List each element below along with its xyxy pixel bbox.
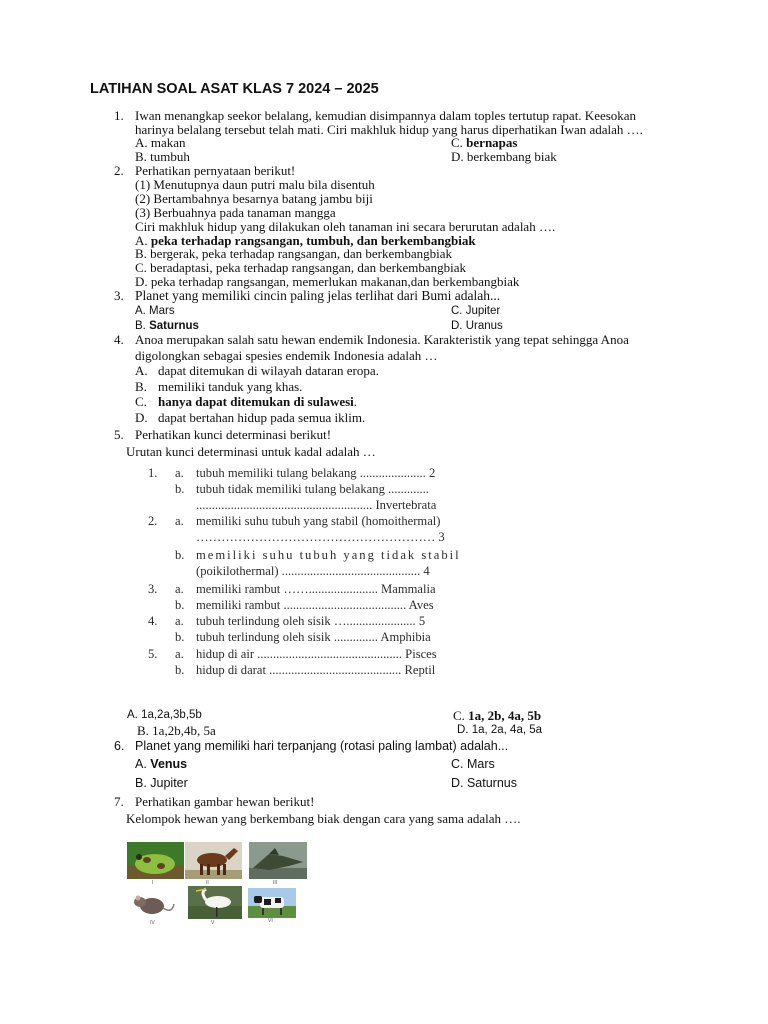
- q2-option-c: C. beradaptasi, peka terhadap rangsangan, dan berkembangbiak: [135, 260, 467, 275]
- q4-option-c: hanya dapat ditemukan di sulawesi.: [158, 394, 358, 409]
- q5-answer: 1a, 2b, 4a, 5b: [468, 708, 542, 723]
- q7-stem: Perhatikan gambar hewan berikut!: [135, 794, 315, 809]
- determination-key-image: 1. a. tubuh memiliki tulang belakang ..................... 2 b. tubuh tidak memiliki tulang belakang ............. ........................................................ Invertebrata 2. a. memiliki suhu tubuh yang stabil (homoithermal) ………………………………………………… 3 b. memiliki suhu tubuh yang tidak stabil (poikilothermal) ............................................ 4 3. a. memiliki rambut ……...................... Mammalia b. memiliki rambut ....................................... Aves 4. a. tubuh terlindung oleh sisik …...................... 5 b. tubuh terlindung oleh sisik .............. Amphibia 5. a. hidup di air .............................................. Pisces b. hidup di darat .......................................... Reptil: [148, 466, 461, 677]
- q2-stem: Perhatikan pernyataan berikut!: [135, 163, 296, 178]
- key-3a: memiliki rambut ……...................... Mammalia: [196, 582, 436, 596]
- q5-option-c: C. 1a, 2b, 4a, 5b: [453, 708, 542, 723]
- key-step-5: 5.: [148, 647, 158, 661]
- q4-option-d-label: D.: [135, 410, 148, 425]
- page-title: LATIHAN SOAL ASAT KLAS 7 2024 – 2025: [90, 81, 379, 97]
- q3-option-a: A. Mars: [135, 305, 175, 317]
- key-step-3: 3.: [148, 582, 158, 596]
- q1-option-d: D. berkembang biak: [451, 149, 557, 164]
- q6-option-d: D. Saturnus: [451, 776, 518, 790]
- key-1b-cont: ........................................................ Invertebrata: [196, 498, 437, 512]
- key-1a: tubuh memiliki tulang belakang ..................... 2: [196, 466, 436, 480]
- horse-photo: [185, 842, 242, 879]
- key-step-1: 1.: [148, 466, 158, 480]
- q5-option-d: D. 1a, 2a, 4a, 5a: [457, 724, 543, 736]
- q4-option-a: dapat ditemukan di wilayah dataran eropa.: [158, 363, 379, 378]
- q2-question: Ciri makhluk hidup yang dilakukan oleh tanaman ini secara berurutan adalah ….: [135, 219, 556, 234]
- q3-answer: Saturnus: [149, 320, 199, 332]
- q4-answer: hanya dapat ditemukan di sulawesi: [158, 394, 354, 409]
- q1-number: 1.: [114, 108, 124, 123]
- q4-option-b-label: B.: [135, 379, 147, 394]
- caption-v: V: [211, 920, 215, 926]
- q6-answer: Venus: [150, 757, 188, 771]
- key-5b: hidup di darat .......................................... Reptil: [196, 663, 436, 677]
- rat-photo: [130, 890, 176, 920]
- q3-stem: Planet yang memiliki cincin paling jelas terlihat dari Bumi adalah...: [135, 288, 501, 303]
- caption-ii: II: [206, 880, 209, 886]
- q5-question: Urutan kunci determinasi untuk kadal adalah …: [126, 444, 376, 459]
- q6-number: 6.: [114, 739, 125, 753]
- key-4b: tubuh terlindung oleh sisik .............. Amphibia: [196, 630, 431, 644]
- crocodile-photo: [249, 842, 307, 879]
- key-1b: tubuh tidak memiliki tulang belakang .............: [196, 482, 429, 496]
- key-step-4: 4.: [148, 614, 158, 628]
- q2-option-b: B. bergerak, peka terhadap rangsangan, dan berkembangbiak: [135, 246, 453, 261]
- caption-iii: III: [273, 880, 278, 886]
- cow-photo: [248, 888, 296, 918]
- q4-option-a-label: A.: [135, 363, 148, 378]
- q2-statement-3: (3) Berbuahnya pada tanaman mangga: [135, 205, 336, 220]
- q2-statement-1: (1) Menutupnya daun putri malu bila disentuh: [135, 177, 375, 192]
- key-4a: tubuh terlindung oleh sisik …...................... 5: [196, 614, 426, 628]
- q4-option-d: dapat bertahan hidup pada semua iklim.: [158, 410, 366, 425]
- caption-i: I: [152, 880, 154, 886]
- q3-option-c: C. Jupiter: [451, 305, 501, 317]
- egret-photo: [188, 886, 242, 919]
- q2-option-a: A. peka terhadap rangsangan, tumbuh, dan berkembangbiak: [135, 233, 476, 248]
- q5-option-b: B. 1a,2b,4b, 5a: [137, 723, 216, 738]
- caption-iv: IV: [150, 920, 155, 926]
- key-2b: memiliki suhu tubuh yang tidak stabil: [196, 548, 461, 562]
- q3-option-d: D. Uranus: [451, 320, 503, 332]
- q6-option-a: A. Venus: [135, 757, 188, 771]
- q5-number: 5.: [114, 427, 124, 442]
- q3-option-b: B. Saturnus: [135, 320, 199, 332]
- q6-option-c: C. Mars: [451, 757, 495, 771]
- q2-answer: peka terhadap rangsangan, tumbuh, dan berkembangbiak: [150, 233, 476, 248]
- q3-number: 3.: [114, 288, 124, 303]
- q5-option-a: A. 1a,2a,3b,5b: [127, 709, 202, 721]
- q1-stem-line2: harinya belalang tersebut telah mati. Ciri makhluk hidup yang harus diperhatikan Iwan adalah ….: [135, 122, 643, 137]
- q2-option-d: D. peka terhadap rangsangan, memerlukan makanan,dan berkembangbiak: [135, 274, 520, 289]
- q1-option-a: A. makan: [135, 135, 186, 150]
- q6-stem: Planet yang memiliki hari terpanjang (rotasi paling lambat) adalah...: [135, 739, 509, 753]
- q4-stem-line1: Anoa merupakan salah satu hewan endemik Indonesia. Karakteristik yang tepat sehingga Anoa: [135, 332, 629, 347]
- key-2a-cont: ………………………………………………… 3: [196, 530, 445, 544]
- q4-number: 4.: [114, 332, 124, 347]
- q4-option-b: memiliki tanduk yang khas.: [158, 379, 303, 394]
- key-2b-cont: (poikilothermal) ............................................ 4: [196, 564, 430, 578]
- key-2a: memiliki suhu tubuh yang stabil (homoithermal): [196, 514, 441, 528]
- q2-statement-2: (2) Bertambahnya besarnya batang jambu biji: [135, 191, 373, 206]
- q1-answer: bernapas: [466, 135, 518, 150]
- caption-vi: VI: [268, 918, 273, 924]
- q2-number: 2.: [114, 163, 124, 178]
- q5-stem: Perhatikan kunci determinasi berikut!: [135, 427, 332, 442]
- key-step-2: 2.: [148, 514, 158, 528]
- q7-number: 7.: [114, 794, 124, 809]
- q7-question: Kelompok hewan yang berkembang biak dengan cara yang sama adalah ….: [126, 811, 521, 826]
- q4-stem-line2: digolongkan sebagai spesies endemik Indonesia adalah …: [135, 348, 438, 363]
- q1-option-b: B. tumbuh: [135, 149, 190, 164]
- q1-option-c: C. bernapas: [451, 135, 518, 150]
- key-3b: memiliki rambut ....................................... Aves: [196, 598, 434, 612]
- q4-option-c-label: C.: [135, 394, 147, 409]
- q6-option-b: B. Jupiter: [135, 776, 188, 790]
- q1-stem-line1: Iwan menangkap seekor belalang, kemudian disimpannya dalam toples tertutup rapat. Keesokan: [135, 108, 637, 123]
- key-5a: hidup di air .............................................. Pisces: [196, 647, 437, 661]
- frog-photo: [127, 842, 184, 879]
